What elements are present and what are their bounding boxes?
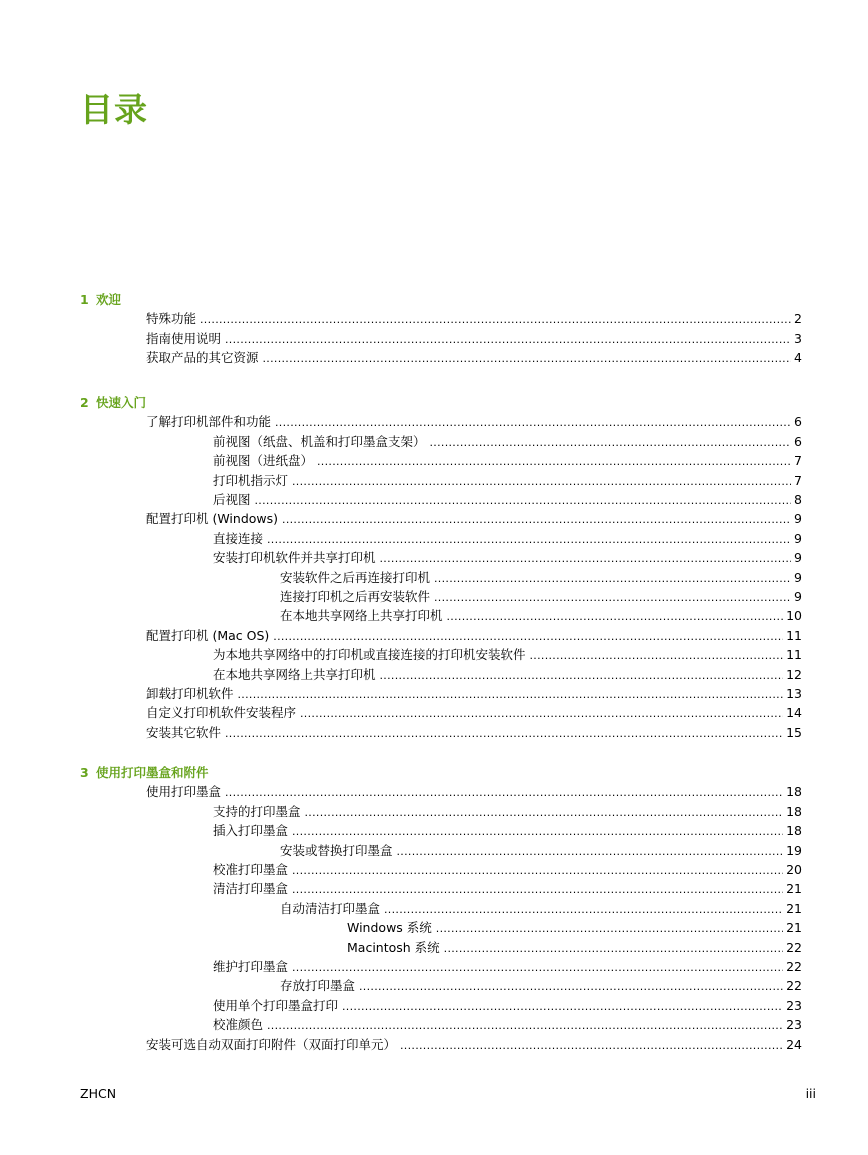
dot-leader [292,861,783,880]
toc-entry-page-number: 21 [786,920,802,935]
chapter-heading[interactable] [80,393,146,412]
toc-entry-page-number: 21 [786,881,802,896]
dot-leader [436,919,783,938]
toc-entry-page-number: 3 [794,331,802,346]
dot-leader [384,900,783,919]
toc-entry[interactable] [146,684,802,703]
dot-leader [317,452,791,471]
toc-entry-title: 存放打印墨盒 [280,978,356,993]
toc-entry[interactable] [213,645,802,664]
dot-leader [397,842,784,861]
toc-entry-page-number: 13 [786,686,802,701]
toc-entry[interactable] [280,976,802,995]
toc-entry-page-number: 20 [786,862,802,877]
toc-entry-title: 卸载打印机软件 [146,686,234,701]
chapter-title: 快速入门 [96,395,147,410]
toc-entry-title: 插入打印墨盒 [213,823,289,838]
toc-entry-title: 维护打印墨盒 [213,959,289,974]
dot-leader [434,588,791,607]
toc-entry-title: 连接打印机之后再安装软件 [280,589,431,604]
toc-entry[interactable] [347,938,802,957]
dot-leader [200,310,791,329]
toc-entry-title: 了解打印机部件和功能 [146,414,272,429]
toc-entry-page-number: 21 [786,901,802,916]
dot-leader [430,433,792,452]
dot-leader [282,510,791,529]
toc-entry-title: 安装可选自动双面打印附件（双面打印单元） [146,1037,397,1052]
toc-entry-page-number: 18 [786,823,802,838]
chapter-title: 使用打印墨盒和附件 [96,765,209,780]
toc-entry-title: 在本地共享网络上共享打印机 [213,667,376,682]
dot-leader [292,822,783,841]
toc-entry[interactable] [146,1035,802,1054]
toc-entry-page-number: 22 [786,978,802,993]
toc-entry-title: 使用单个打印墨盒打印 [213,998,339,1013]
dot-leader [225,783,783,802]
toc-entry[interactable] [146,329,802,348]
toc-entry-page-number: 22 [786,959,802,974]
toc-entry-page-number: 23 [786,1017,802,1032]
dot-leader [273,627,783,646]
toc-entry-title: 清洁打印墨盒 [213,881,289,896]
toc-entry[interactable] [213,802,802,821]
toc-entry-title: 指南使用说明 [146,331,222,346]
toc-entry[interactable] [213,451,802,470]
dot-leader [267,1016,783,1035]
toc-entry-page-number: 23 [786,998,802,1013]
dot-leader [530,646,784,665]
dot-leader [238,685,784,704]
toc-entry-title: 自定义打印机软件安装程序 [146,705,297,720]
toc-entry-title: 前视图（进纸盘） [213,453,314,468]
toc-entry[interactable] [213,860,802,879]
toc-entry-page-number: 9 [794,589,802,604]
dot-leader [305,803,784,822]
toc-entry[interactable] [213,879,802,898]
toc-entry-page-number: 19 [786,843,802,858]
dot-leader [444,939,783,958]
toc-entry-page-number: 18 [786,784,802,799]
toc-entry[interactable] [146,723,802,742]
toc-entry-title: 获取产品的其它资源 [146,350,259,365]
toc-entry[interactable] [213,432,802,451]
toc-entry-title: 使用打印墨盒 [146,784,222,799]
toc-entry[interactable] [280,606,802,625]
toc-entry-page-number: 4 [794,350,802,365]
toc-entry-page-number: 10 [786,608,802,623]
toc-entry-page-number: 12 [786,667,802,682]
dot-leader [380,549,792,568]
toc-entry-title: 为本地共享网络中的打印机或直接连接的打印机安装软件 [213,647,526,662]
toc-entry[interactable] [213,821,802,840]
toc-entry-title: 在本地共享网络上共享打印机 [280,608,443,623]
dot-leader [292,472,791,491]
toc-entry-title: 校准颜色 [213,1017,264,1032]
toc-entry-title: 安装其它软件 [146,725,222,740]
toc-entry-page-number: 11 [786,647,802,662]
dot-leader [225,330,791,349]
toc-entry[interactable] [146,703,802,722]
toc-entry[interactable] [146,782,802,801]
toc-entry-title: 安装软件之后再连接打印机 [280,570,431,585]
toc-entry[interactable] [213,665,802,684]
toc-entry-page-number: 2 [794,311,802,326]
chapter-number: 1 [80,292,89,307]
toc-entry[interactable] [213,996,802,1015]
dot-leader [225,724,783,743]
toc-entry-page-number: 9 [794,550,802,565]
toc-entry[interactable] [280,899,802,918]
dot-leader [292,958,783,977]
toc-entry-page-number: 22 [786,940,802,955]
footer-language-code: ZHCN [80,1086,117,1101]
dot-leader [263,349,792,368]
toc-entry-title: 支持的打印墨盒 [213,804,301,819]
toc-entry[interactable] [146,626,802,645]
dot-leader [359,977,783,996]
dot-leader [267,530,791,549]
toc-entry-page-number: 14 [786,705,802,720]
toc-entry-title: 校准打印墨盒 [213,862,289,877]
toc-entry-title: 特殊功能 [146,311,197,326]
toc-entry-page-number: 9 [794,531,802,546]
toc-entry[interactable] [146,348,802,367]
toc-entry[interactable] [347,918,802,937]
toc-entry-page-number: 11 [786,628,802,643]
footer-page-number: iii [805,1086,816,1101]
toc-entry-page-number: 6 [794,434,802,449]
chapter-number: 2 [80,395,89,410]
toc-entry[interactable] [213,490,802,509]
toc-entry[interactable] [213,548,802,567]
toc-entry[interactable] [146,309,802,328]
toc-entry-page-number: 18 [786,804,802,819]
page-title: 目录 [80,90,148,129]
toc-entry-title: 后视图 [213,492,251,507]
toc-entry-title: Macintosh 系统 [347,940,440,955]
toc-entry-title: 安装打印机软件并共享打印机 [213,550,376,565]
toc-entry-page-number: 7 [794,453,802,468]
toc-entry-page-number: 15 [786,725,802,740]
toc-entry-title: 前视图（纸盘、机盖和打印墨盒支架） [213,434,426,449]
chapter-heading[interactable] [80,763,209,782]
dot-leader [447,607,784,626]
dot-leader [300,704,783,723]
toc-entry[interactable] [213,1015,802,1034]
toc-entry-title: 自动清洁打印墨盒 [280,901,381,916]
toc-entry[interactable] [146,509,802,528]
toc-entry-page-number: 7 [794,473,802,488]
toc-entry-title: 打印机指示灯 [213,473,289,488]
toc-entry-page-number: 6 [794,414,802,429]
toc-entry[interactable] [213,471,802,490]
toc-entry[interactable] [280,587,802,606]
toc-entry[interactable] [213,957,802,976]
toc-entry-page-number: 24 [786,1037,802,1052]
dot-leader [255,491,792,510]
dot-leader [380,666,784,685]
chapter-title: 欢迎 [96,292,122,307]
toc-entry[interactable] [280,841,802,860]
chapter-number: 3 [80,765,89,780]
toc-entry-title: Windows 系统 [347,920,432,935]
toc-entry-title: 安装或替换打印墨盒 [280,843,393,858]
chapter-heading[interactable] [80,290,121,309]
toc-entry-title: 直接连接 [213,531,264,546]
toc-entry-page-number: 8 [794,492,802,507]
toc-entry[interactable] [213,529,802,548]
toc-entry-title: 配置打印机 (Windows) [146,511,279,526]
toc-entry[interactable] [146,412,802,431]
dot-leader [275,413,791,432]
toc-entry-page-number: 9 [794,511,802,526]
dot-leader [434,569,791,588]
toc-entry-title: 配置打印机 (Mac OS) [146,628,270,643]
dot-leader [400,1036,783,1055]
dot-leader [292,880,783,899]
toc-entry-page-number: 9 [794,570,802,585]
toc-entry[interactable] [280,568,802,587]
dot-leader [342,997,783,1016]
